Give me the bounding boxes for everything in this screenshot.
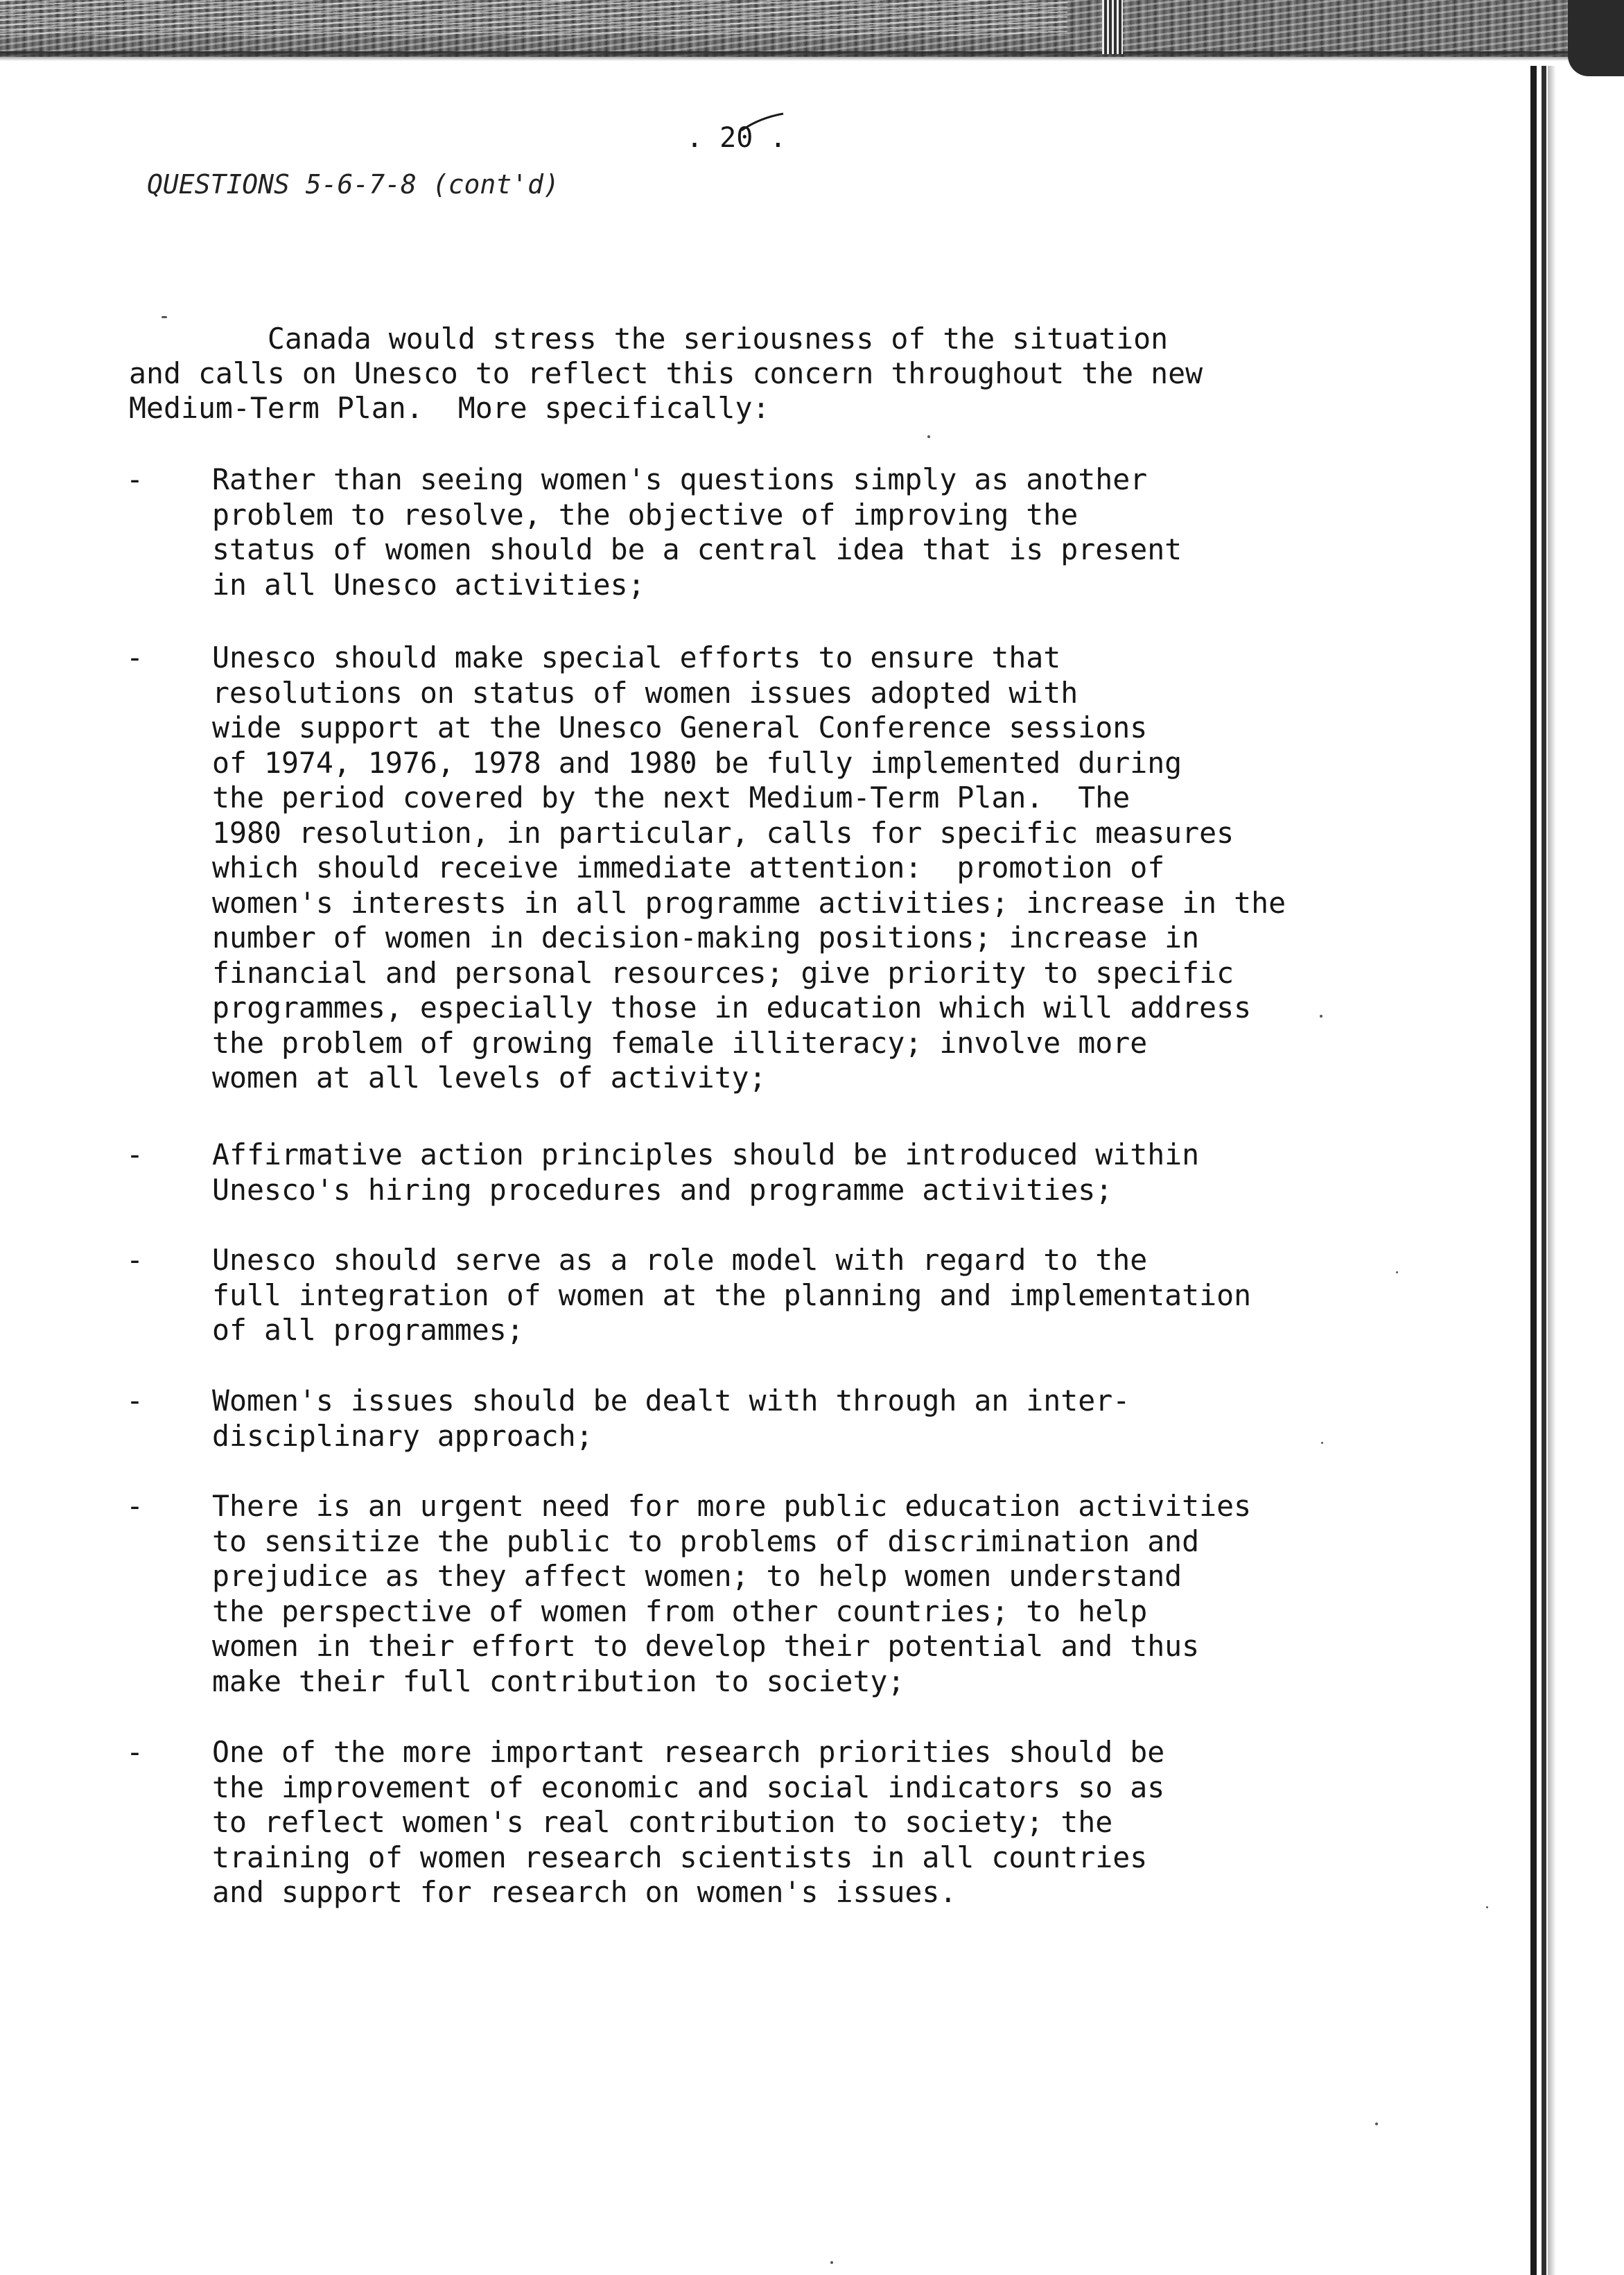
intro-paragraph: Canada would stress the seriousness of the situation and calls on Unesco to reflect this concern throughout the new Medium-Term Plan. More specifically:: [129, 322, 1203, 425]
section-header: QUESTIONS 5-6-7-8 (cont'd): [147, 169, 559, 200]
scan-right-edge-line: [1530, 66, 1537, 2275]
scan-speck: [830, 2261, 833, 2264]
scan-speck: [161, 316, 167, 318]
bullet-dash: -: [126, 640, 143, 674]
bullet-dash: -: [126, 1384, 143, 1418]
bullet-dash: -: [126, 1735, 143, 1769]
list-item-text: One of the more important research priorities should be the improvement of economic and social indicators so as to reflect women's real contribution to society; the training of women research scientists in all countries and support for research on women's issues.: [212, 1735, 1165, 1909]
scan-speck: [1321, 1442, 1323, 1444]
scan-top-texture: [0, 0, 1067, 36]
scan-speck: [1375, 2123, 1378, 2125]
list-item-text: Women's issues should be dealt with through an inter- disciplinary approach;: [212, 1384, 1130, 1453]
list-item-text: Unesco should serve as a role model with regard to the full integration of women at the planning and implementation of all programmes;: [212, 1243, 1252, 1347]
list-item-text: Affirmative action principles should be introduced within Unesco's hiring procedures and programme activities;: [212, 1138, 1200, 1207]
scan-speck: [1396, 1271, 1398, 1273]
scan-right-edge-shadow: [1548, 66, 1556, 2275]
bullet-dash: -: [126, 462, 143, 496]
bullet-dash: -: [126, 1243, 143, 1277]
bullet-dash: -: [126, 1489, 143, 1523]
list-item-text: Rather than seeing women's questions simply as another problem to resolve, the objective of improving the status of women should be a central idea that is present in all Unesco activities;: [212, 462, 1182, 602]
scan-corner-shadow: [1568, 0, 1624, 76]
scan-binding-notch: [1102, 0, 1123, 54]
list-item-text: There is an urgent need for more public education activities to sensitize the public to problems of discrimination and prejudice as they affect women; to help women understand the perspective of women from other countries; to help women in their effort to develop their potential and thus make their full contribution to society;: [212, 1489, 1252, 1698]
scan-speck: [927, 435, 930, 438]
page-number-mark-icon: [739, 110, 794, 137]
scan-speck: [1320, 1015, 1322, 1018]
scan-top-shadow: [0, 51, 1624, 61]
list-item-text: Unesco should make special efforts to ensure that resolutions on status of women issues adopted with wide support at the Unesco General Conference sessions of 1974, 1976, 1978 and 1980 be fully implemented during the period covered by the next Medium-Term Plan. The 1980 resolution, in particular, calls for specific measures which should receive immediate attention: promotion of women's interests in all programme activities; increase in the number of women in decision-making positions; increase in financial and personal resources; give priority to specific programmes, especially those in education which will address the problem of growing female illiteracy; involve more women at all levels of activity;: [212, 640, 1286, 1095]
bullet-dash: -: [126, 1138, 143, 1171]
scan-right-edge-line-inner: [1542, 66, 1546, 2275]
scan-speck: [1486, 1906, 1488, 1908]
page-number: . 20 .: [686, 122, 787, 154]
